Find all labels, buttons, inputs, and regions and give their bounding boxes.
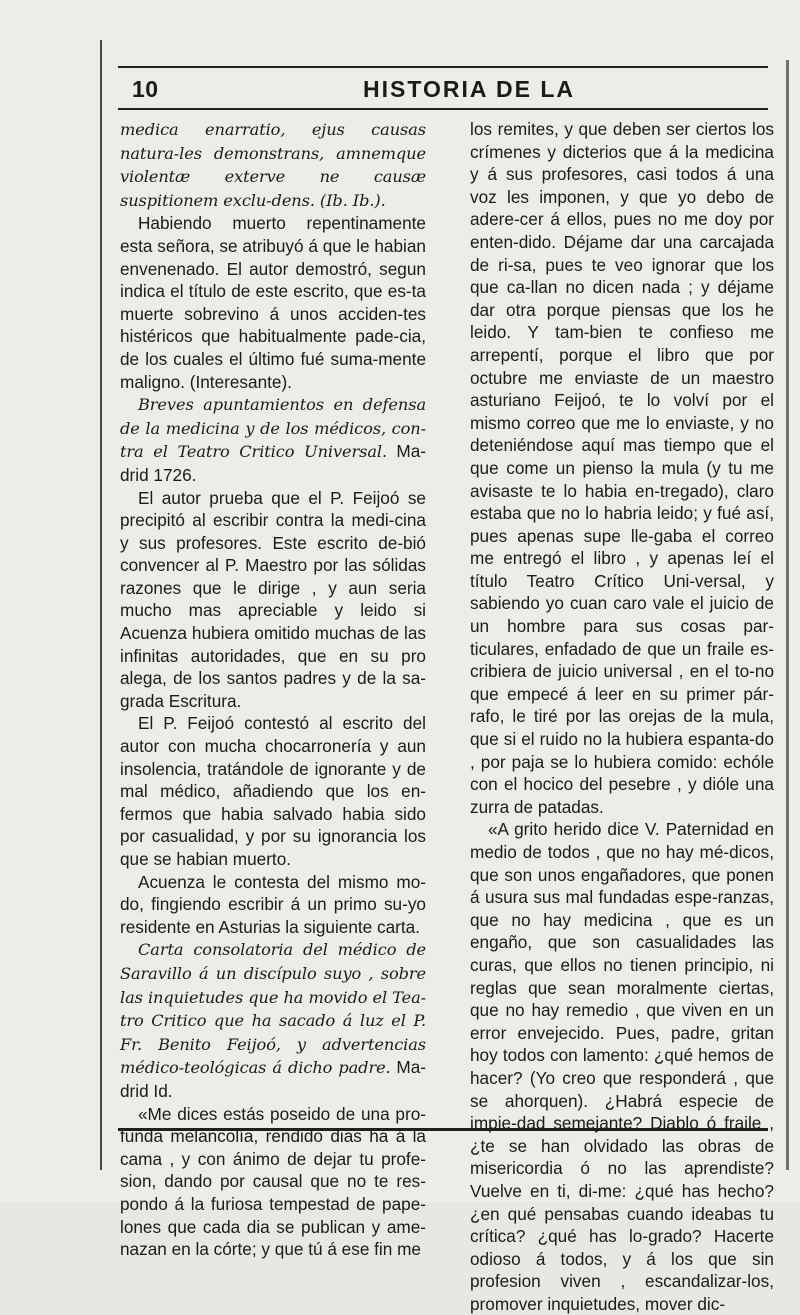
left-paragraph-1	[120, 118, 426, 212]
left-paragraph-3	[120, 393, 426, 486]
left-paragraph-5: El P. Feijoó contestó al escrito del autor con mucha chocarronería y aun insolencia, tratándole de ignorante y de mal médico, añadiendo que los en-fermos que habia salvado habia sido por casualidad, y por su ignorancia los que se habian muerto.	[120, 713, 426, 869]
left-paragraph-4: El autor prueba que el P. Feijoó se precipitó al escribir contra la medi-cina y sus profesores. Este escrito de-bió convencer al P. Maestro por las sólidas razones que le dirige , y aun seria mucho mas apreciable y leido si Acuenza hubiera omitido muchas de las infinitas autoridades, que en su pro alega, de los santos padres y de la sa-grada Escritura.	[120, 487, 426, 711]
page-edge-right	[782, 60, 789, 1170]
left-paragraph-2: Habiendo muerto repentinamente esta señora, se atribuyó á que le habian envenenado. El autor demostró, segun indica el título de este escrito, que es-ta muerte sobrevino á unos acciden-tes histéricos que habitualmente pade-cia, de los cuales el último fué suma-mente maligno. (Interesante).	[120, 213, 426, 392]
work-title-breves: Breves apuntamientos en defensa de la medicina y de los médicos, con-tra el Teatro Critico Universal.	[120, 395, 426, 462]
left-paragraph-7	[120, 938, 426, 1102]
work-imprint-carta: Ma-drid Id.	[120, 1057, 426, 1101]
right-column	[470, 118, 774, 1315]
header-rule	[118, 108, 768, 110]
bottom-rule	[118, 1128, 768, 1131]
page-number: 10	[132, 76, 159, 102]
left-column	[120, 118, 426, 1261]
right-paragraph-1: los remites, y que deben ser ciertos los crímenes y dicterios que á la medicina y á sus profesores, casi todos á una voz les imponen, y que yo debo de adere-cer á ellos, pues no me doy por enten-dido. Déjame dar una carcajada de ri-sa, pues te veo ignorar que los que ca-llan no dicen nada ; y déjame dar otra porque piensas que los he leido. Y tam-bien te confieso me arrepentí, porque el libro que por octubre me enviaste de un maestro asturiano Feijoó, te lo volví por el mismo correo que me lo enviaste, y no deteniéndose aquí mas tiempo que el que come un pienso la mula (y tu me avisaste te lo habia en-tregado), claro estaba que no lo habria leido; y fué así, pues apenas supe lle-gaba el correo me entregó el libro , y apenas leí el título Teatro Crítico Uni-versal, y sabiendo yo cuan caro vale el juicio de un hombre para sus cosas par-ticulares, enfadado de que un fraile es-cribiera de juicio universal , en el to-no que empecé á leer en su primer pár-rafo, le tiré por las orejas de la mula, que si el ruido no la hubiera espanta-do , por paja se lo hubiera comido: echóle con el hocico del pesebre , y dióle una zurra de patadas.	[470, 119, 774, 817]
work-title-carta: Carta consolatoria del médico de Saravillo á un discípulo suyo , sobre las inquietudes que ha movido el Tea-tro Critico que ha sacado á luz el P. Fr. Benito Feijoó, y advertencias médico-teológicas á dicho padre.	[120, 940, 426, 1078]
left-paragraph-8: «Me dices estás poseido de una pro-funda melancolía, rendido dias ha á la cama , y con ánimo de dejar tu profe-sion, dando por causal que no te res-pondo á la furiosa tempestad de pape-lones que cada dia se publican y ame-nazan en la córte; y que tú á ese fin me	[120, 1103, 426, 1260]
page-header	[118, 62, 768, 102]
right-paragraph-2: «A grito herido dice V. Paternidad en medio de todos , que no hay mé-dicos, que son unos engañadores, que ponen á usura sus mal fundadas espe-ranzas, que no hay medicina , que es un engaño, que son casualidades las curas, que ellos no tienen principio, ni reglas que sean moralmente ciertas, que no hay remedio , que viven en un error envejecido. Pues, padre, gritan hoy todos con lamento: ¿qué hemos de hacer? (Yo creo que responderá , que se ahorquen). ¿Habrá especie de impie-dad semejante? Diablo ó fraile , ¿te se han olvidado las obras de misericordia ó no las aprendiste? Vuelve en ti, di-me: ¿qué has hecho? ¿en qué pensabas cuando ideabas tu crítica? ¿qué has lo-grado? Hacerte odioso á todos, y á los que sin profesion viven , escandalizar-los, promover inquietudes, mover dic-	[470, 819, 774, 1314]
page-edge-left	[100, 40, 108, 1170]
work-imprint-breves: Ma-drid 1726.	[120, 441, 426, 485]
latin-title-continuation: medica enarratio, ejus causas natura-les demonstrans, amnemque violentæ exterve ne causæ suspitionem exclu-dens. (Ib. Ib.).	[120, 120, 426, 210]
running-title: HISTORIA DE LA	[363, 76, 576, 102]
left-paragraph-6: Acuenza le contesta del mismo mo-do, fingiendo escribir á un primo su-yo residente en Asturias la siguiente carta.	[120, 871, 426, 937]
